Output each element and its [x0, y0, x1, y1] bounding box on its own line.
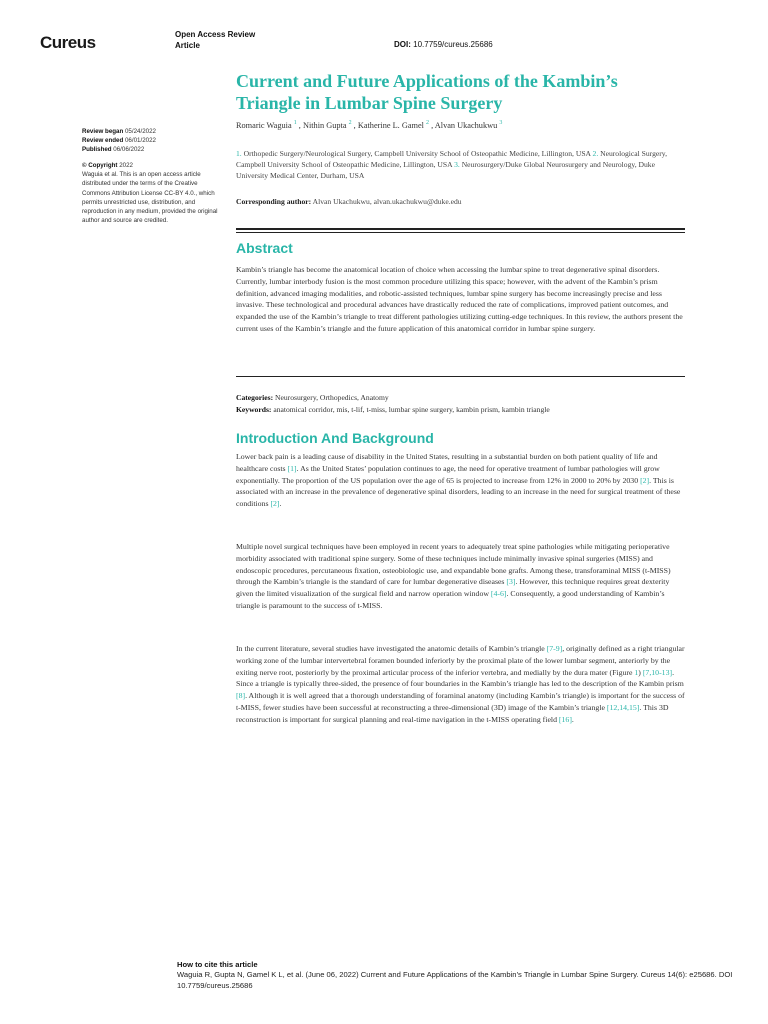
- paragraph-text: . Although it is well agreed that a thorough understanding of foraminal anatomy (including Kambin’s triangle) is important for the success of t-MISS, fewer studies have been successful at reconstructing a three-dimensional (3D) image of the Kambin’s triangle: [236, 691, 685, 712]
- keywords: [236, 404, 686, 416]
- reference-link[interactable]: [7-9]: [546, 644, 563, 653]
- corresponding-author: [236, 197, 686, 206]
- paragraph-text: ): [638, 667, 643, 677]
- publication-sidebar: [82, 127, 222, 225]
- reference-link[interactable]: [2]: [640, 475, 650, 485]
- paragraph-text: . Consequently, a good understanding of Kambin’s triangle is paramount to the success of t-MISS.: [236, 589, 665, 610]
- keywords-value: anatomical corridor, mis, t-lif, t-miss, lumbar spine surgery, kambin prism, kambin triangle: [271, 405, 550, 414]
- article-type-line2: Article: [175, 40, 200, 50]
- doi-label: DOI:: [394, 40, 411, 49]
- author-name[interactable]: Nithin Gupta: [302, 120, 347, 130]
- introduction-heading: Introduction And Background: [236, 430, 434, 446]
- paragraph-text: .: [571, 714, 574, 724]
- corresponding-author-label: Corresponding author:: [236, 197, 312, 206]
- author-list: Romaric Waguia $^1$ , Nithin Gupta $^2$ , Katherine L. Gamel $^2$ , Alvan Ukachukwu $^3$: [236, 120, 503, 130]
- paragraph-text: .: [279, 499, 282, 509]
- paragraph-text: . Since a triangle is typically three-sided, the presence of four boundaries in the Kambin’s triangle has led to the description of the Kambin prism: [236, 667, 684, 689]
- paragraph-text: . This 3D reconstruction is important for surgical planning and real-time navigation in the t-MISS operating field: [236, 702, 669, 724]
- categories-label: Categories:: [236, 393, 274, 402]
- reference-link[interactable]: [12,14,15]: [606, 702, 640, 712]
- abstract-heading: Abstract: [236, 240, 293, 256]
- affiliation-text: Neurosurgery/Duke Global Neurosurgery and Neurology, Duke University Medical Center, Durham, USA: [236, 160, 655, 180]
- article-type: [175, 30, 255, 51]
- affiliation-number: 2.: [592, 149, 599, 158]
- intro-paragraph-2: [236, 541, 686, 612]
- published-date: Published 06/06/2022: [82, 146, 145, 154]
- article-title: Current and Future Applications of the Kambin’s Triangle in Lumbar Spine Surgery: [236, 71, 618, 113]
- paragraph-text: . As the United States’ population continues to age, the need for operative treatment of lumbar pathologies will grow exponentially. The proportion of the US population over the age of 65 is projected to increase from 12% in 2000 to 20% by 2030: [236, 463, 660, 485]
- section-divider: [236, 228, 685, 233]
- how-to-cite-text: Waguia R, Gupta N, Gamel K L, et al. (June 06, 2022) Current and Future Applications of the Kambin’s Triangle in Lumbar Spine Surgery. Cureus 14(6): e25686. DOI 10.7759/cureus.25686: [177, 970, 733, 990]
- license-text: Waguia et al. This is an open access article distributed under the terms of the Creative Commons Attribution License CC-BY 4.0., which permits unrestricted use, distribution, and reproduction in any medium, provided the original author and source are credited.: [82, 171, 218, 224]
- reference-link[interactable]: [2]: [270, 499, 280, 509]
- author-name[interactable]: Katherine L. Gamel: [357, 120, 424, 130]
- paragraph-text: , originally defined as a right triangular working zone of the lumbar intervertebral foramen bounded inferiorly by the proximal plate of the lower lumbar segment, anteriorly by the exiting nerve root, posteriorly by the proximal articular process of the inferior vertebra, and medially by the dura mater (Figure: [236, 644, 685, 677]
- section-divider: [236, 376, 685, 377]
- how-to-cite-heading: How to cite this article: [177, 960, 258, 969]
- doi-header: [394, 40, 493, 49]
- corresponding-author-value[interactable]: Alvan Ukachukwu, alvan.ukachukwu@duke.edu: [311, 197, 462, 206]
- intro-paragraph-1: [236, 451, 686, 510]
- author-affiliation-ref[interactable]: 1: [293, 120, 297, 126]
- categories-value[interactable]: Neurosurgery, Orthopedics, Anatomy: [273, 393, 389, 402]
- affiliations: [236, 148, 686, 181]
- journal-logo[interactable]: Cureus: [40, 33, 96, 52]
- reference-link[interactable]: [4-6]: [490, 589, 507, 599]
- abstract-text: Kambin’s triangle has become the anatomical location of choice when accessing the lumbar spine to treat degenerative spinal disorders. Currently, lumbar interbody fusion is the most common procedure utilizing this space; however, with the advent of the Kambin’s prism definition, advanced imaging modalities, and robotic-assisted techniques, lumbar spine surgery has become increasingly precise and less invasive. These technological and procedural advances have drastically reduced the rate of complications, improved patient outcomes, and expanded the use of the Kambin’s triangle to treat different pathologies utilizing cutting-edge techniques. In this review, the authors present the current uses of the Kambin’s triangle and the future application of this anatomical corridor in lumbar spine surgery.: [236, 265, 683, 333]
- reference-link[interactable]: [1]: [287, 463, 297, 473]
- intro-paragraph-3: [236, 643, 686, 726]
- reference-link[interactable]: [3]: [506, 577, 516, 587]
- paragraph-text: In the current literature, several studies have investigated the anatomic details of Kambin’s triangle: [236, 644, 547, 653]
- paragraph-text: . However, this technique requires great dexterity given the limited visualization of the surgical field and narrow operation window: [236, 577, 670, 599]
- affiliation-number: 3.: [454, 160, 460, 169]
- author-name[interactable]: Alvan Ukachukwu: [434, 120, 498, 130]
- categories: [236, 392, 686, 404]
- copyright: © Copyright 2022: [82, 162, 133, 170]
- reference-link[interactable]: [8]: [236, 691, 246, 701]
- review-began: Review began 05/24/2022: [82, 128, 156, 135]
- article-type-line1: Open Access Review: [175, 30, 256, 39]
- affiliation-number: 1.: [236, 149, 242, 158]
- author-affiliation-ref[interactable]: 3: [499, 120, 503, 126]
- reference-link[interactable]: 1: [634, 667, 639, 677]
- author-name[interactable]: Romaric Waguia: [236, 120, 292, 130]
- paragraph-text: Lower back pain is a leading cause of disability in the United States, resulting in a substantial burden on both patient quality of life and healthcare costs: [236, 452, 658, 473]
- keywords-label: Keywords:: [236, 405, 272, 414]
- author-affiliation-ref[interactable]: 2: [426, 120, 430, 126]
- doi-link[interactable]: 10.7759/cureus.25686: [413, 40, 493, 49]
- paragraph-text: . This is associated with an increase in the prevalence of degenerative spinal disorders, leading to an increase in the need for surgical treatment of these conditions: [236, 475, 681, 509]
- paragraph-text: Multiple novel surgical techniques have been employed in recent years to adequately treat spine pathologies while mitigating perioperative morbidity associated with traditional spine surgery. Some of these techniques include minimally invasive spinal surgeries (MISS) and endoscopic procedures, percutaneous fixation, osteobiologic use, and expandable bone grafts. Among these, transforaminal MISS (t-MISS) through the Kambin’s triangle is the standard of care for lumbar degenerative diseases: [236, 542, 671, 587]
- reference-link[interactable]: [7,10-13]: [642, 667, 673, 677]
- review-ended: Review ended 06/01/2022: [82, 137, 156, 145]
- affiliation-text: Neurological Surgery, Campbell University School of Osteopathic Medicine, Lillington, USA: [236, 149, 667, 169]
- author-affiliation-ref[interactable]: 2: [348, 120, 352, 126]
- affiliation-text: Orthopedic Surgery/Neurological Surgery, Campbell University School of Osteopathic Medicine, Lillington, USA: [241, 149, 593, 158]
- reference-link[interactable]: [16]: [558, 714, 572, 724]
